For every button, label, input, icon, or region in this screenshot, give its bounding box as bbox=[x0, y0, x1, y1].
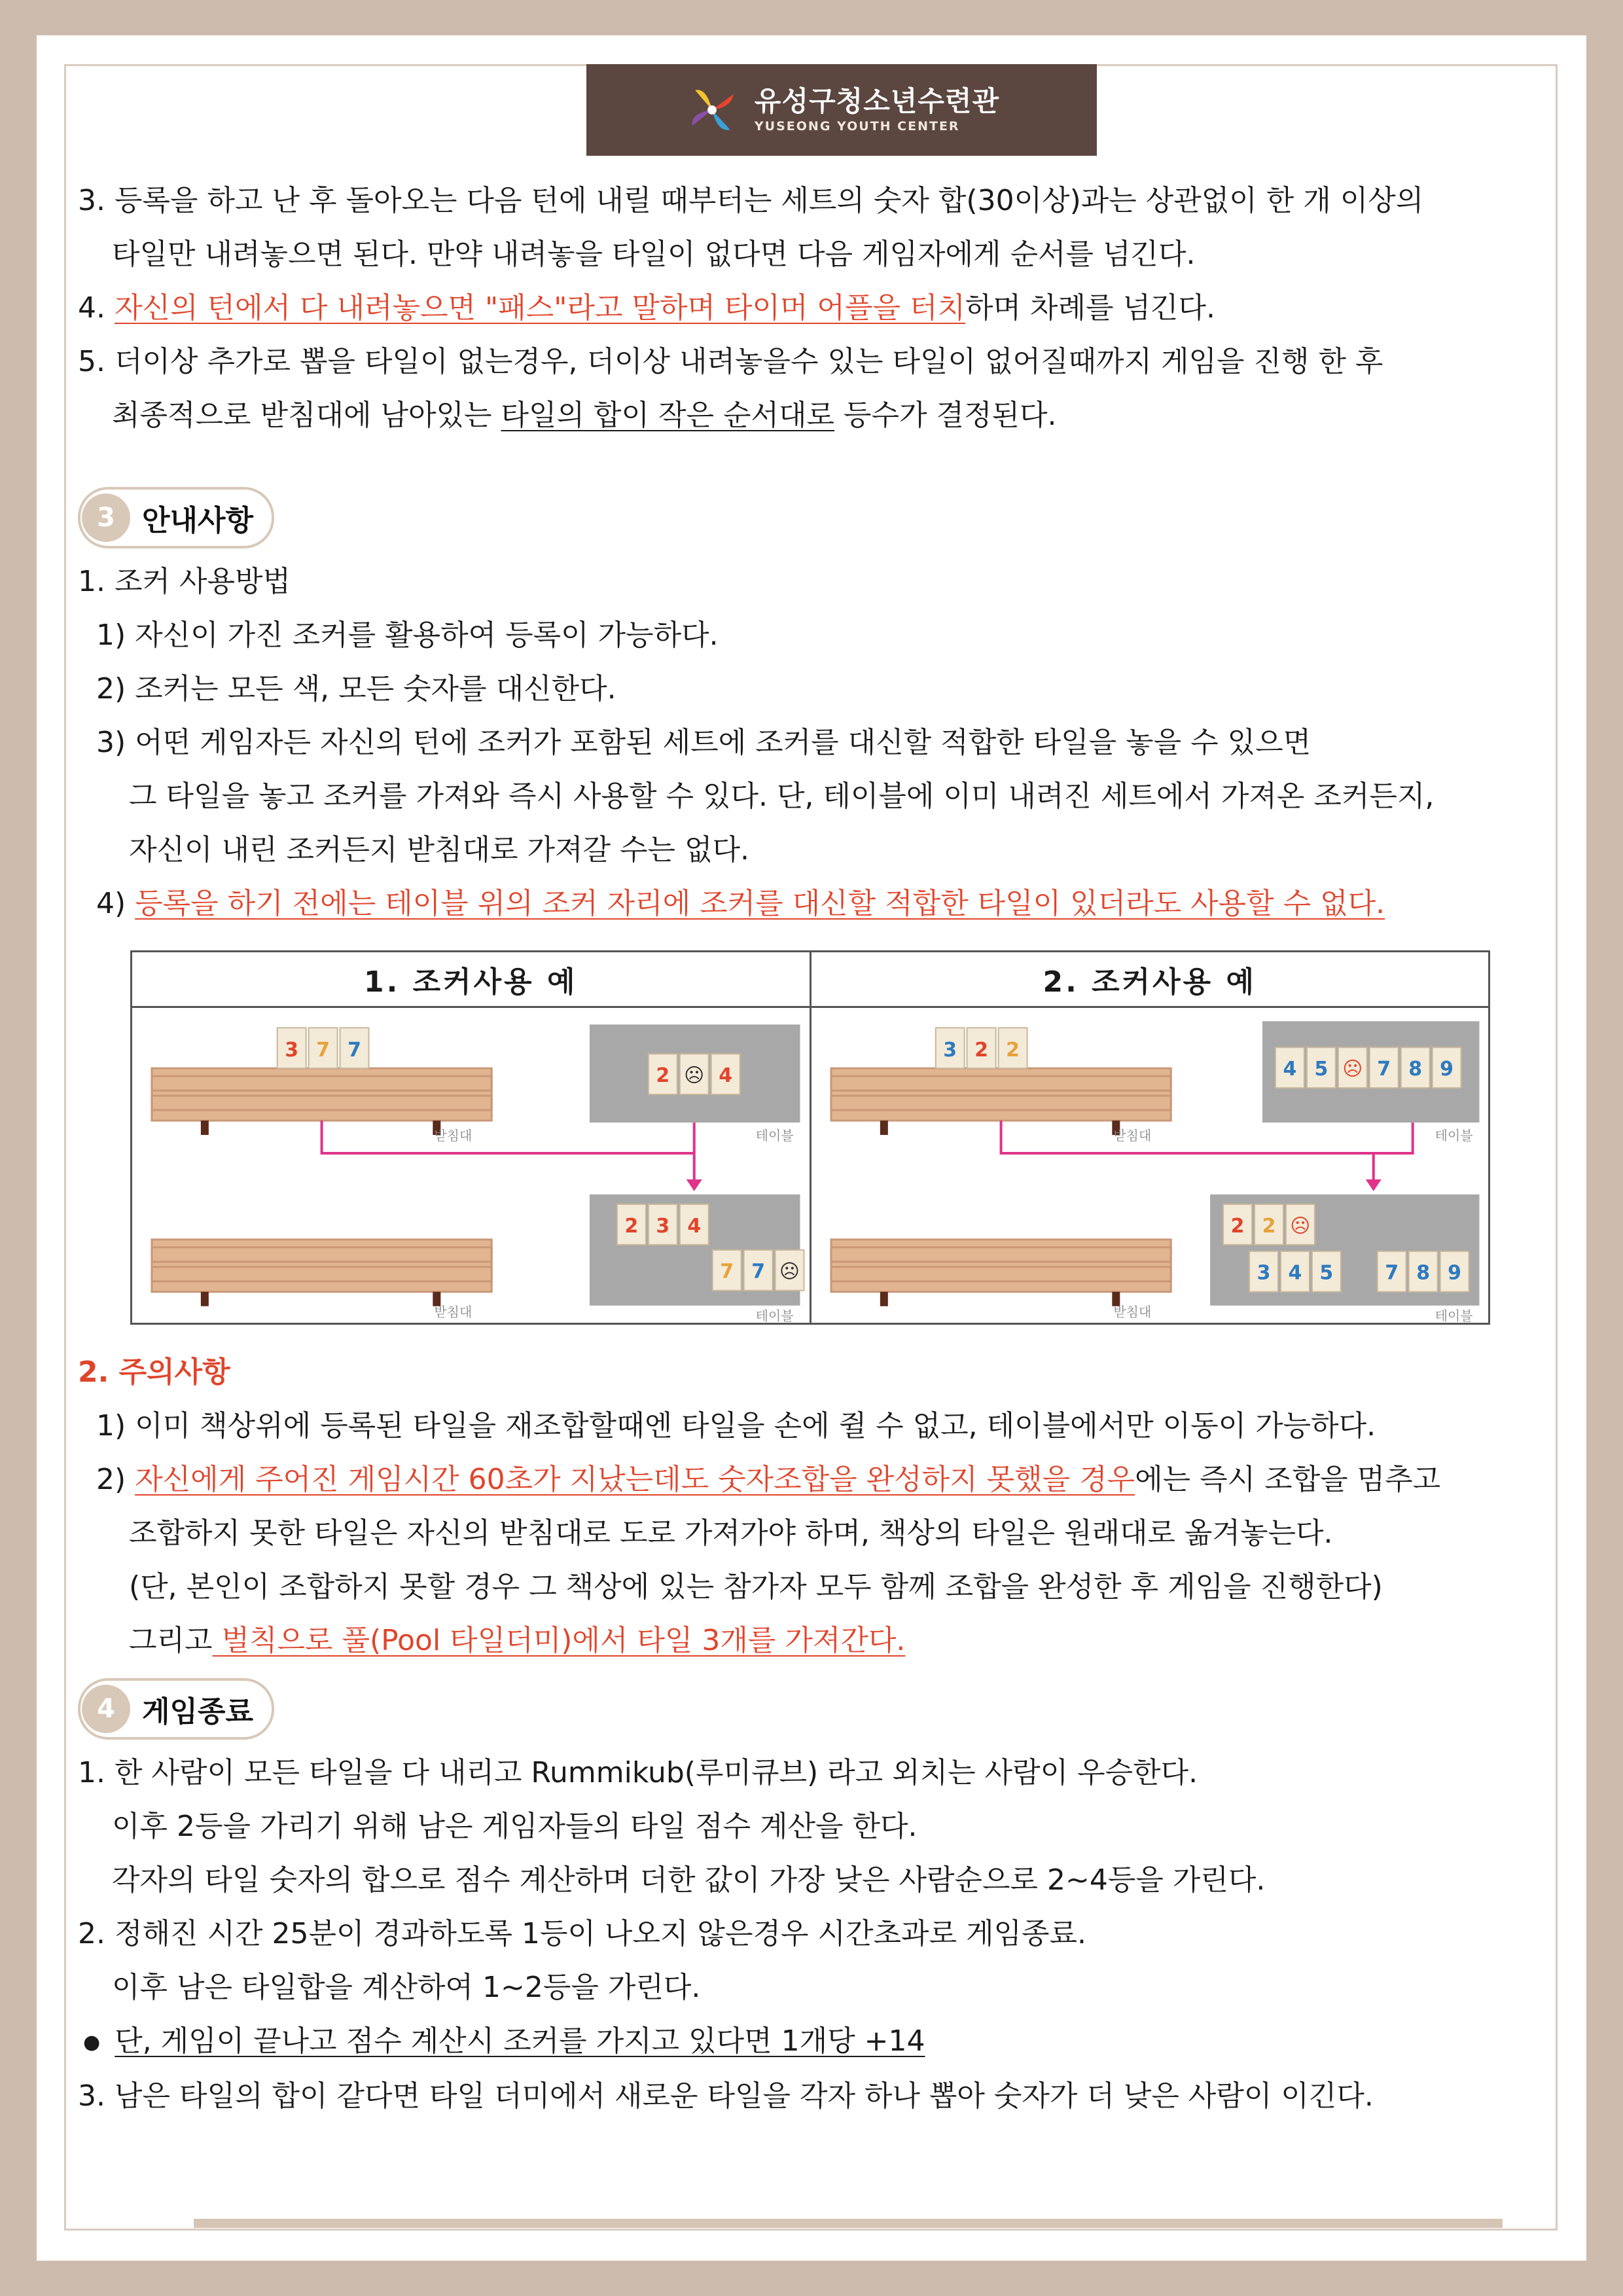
panel-1-illustration bbox=[132, 1008, 810, 1325]
caution-penalty-highlight: 벌칙으로 풀(Pool 타일더미)에서 타일 3개를 가져간다. bbox=[212, 1624, 906, 1657]
rule-5-post: 등수가 결정된다. bbox=[834, 399, 1057, 432]
rack-top-tiles bbox=[277, 1028, 369, 1068]
rule-5-line-1: 5. 더이상 추가로 뽑을 타일이 없는경우, 더이상 내려놓을수 있는 타일이 없어질때까지 게임을 진행 한 후 bbox=[78, 345, 1383, 378]
tile-text: 2 bbox=[1230, 1214, 1244, 1238]
section-3-label: 안내사항 bbox=[142, 504, 254, 537]
rack-label: 받침대 bbox=[434, 1304, 473, 1320]
end-item-2-line-2: 이후 남은 타일합을 계산하여 1~2등을 가린다. bbox=[112, 1971, 701, 2004]
caution-penalty-pre: 그리고 bbox=[129, 1624, 213, 1657]
header-title: 유성구청소년수련관 bbox=[754, 84, 1000, 117]
panel-2-illustration bbox=[812, 1008, 1489, 1325]
rule-4-highlight: 자신의 턴에서 다 내려놓으면 "패스"라고 말하며 타이머 어플을 터치 bbox=[114, 291, 965, 325]
joker-item-3-line-1: 3) 어떤 게임자든 자신의 턴에 조커가 포함된 세트에 조커를 대신할 적합한 타일을 놓을 수 있으면 bbox=[96, 726, 1311, 759]
tile-text: 7 bbox=[348, 1039, 361, 1062]
panel-1-title: 1. 조커사용 예 bbox=[132, 952, 810, 1008]
tile-text: 7 bbox=[751, 1260, 766, 1283]
rule-5-pre: 최종적으로 받침대에 남아있는 bbox=[112, 399, 501, 432]
tile-text: 2 bbox=[1005, 1039, 1020, 1062]
center-logo-icon bbox=[684, 82, 740, 138]
caution-item-2-highlight: 자신에게 주어진 게임시간 60초가 지났는데도 숫자조합을 완성하지 못했을 경우 bbox=[135, 1463, 1135, 1496]
tile-text: 5 bbox=[1313, 1058, 1328, 1081]
tile-text: 9 bbox=[1447, 1261, 1461, 1285]
section-3-number: 3 bbox=[82, 493, 130, 542]
end-item-1-line-2: 이후 2등을 가리기 위해 남은 게임자들의 타일 점수 계산을 한다. bbox=[112, 1810, 918, 1843]
caution-title: 2. 주의사항 bbox=[78, 1355, 230, 1389]
rule-3-line-2: 타일만 내려놓으면 된다. 만약 내려놓을 타일이 없다면 다음 게임자에게 순서를 넘긴다. bbox=[112, 238, 1196, 271]
rack-bottom bbox=[152, 1240, 491, 1306]
bottom-divider bbox=[194, 2219, 1503, 2228]
rack-label: 받침대 bbox=[1113, 1304, 1151, 1320]
table-label: 테이블 bbox=[1435, 1308, 1473, 1324]
end-item-1-line-3: 각자의 타일 숫자의 합으로 점수 계산하며 더한 값이 가장 낮은 사람순으로 2~4등을 가린다. bbox=[112, 1863, 1266, 1897]
tile-text: 3 bbox=[656, 1214, 670, 1238]
table-top-tiles bbox=[649, 1054, 740, 1094]
caution-item-2-line-3: (단, 본인이 조합하지 못할 경우 그 책상에 있는 참가자 모두 함께 조합을 완성한 후 게임을 진행한다) bbox=[129, 1570, 1383, 1604]
tile-text: 2 bbox=[1262, 1214, 1275, 1238]
tile-text: 7 bbox=[1384, 1261, 1399, 1285]
table-label: 테이블 bbox=[755, 1308, 794, 1324]
tile-text: 4 bbox=[1288, 1261, 1302, 1285]
tile-text: 3 bbox=[285, 1039, 299, 1062]
joker-example-figure bbox=[130, 950, 1490, 1325]
tile-text: 4 bbox=[1283, 1058, 1296, 1081]
header-subtitle: YUSEONG YOUTH CENTER bbox=[754, 118, 960, 134]
end-item-1-line-1: 1. 한 사람이 모든 타일을 다 내리고 Rummikub(루미큐브) 라고 외치는 사람이 우승한다. bbox=[78, 1756, 1198, 1789]
move-arrow bbox=[322, 1121, 694, 1185]
rack-label: 받침대 bbox=[1113, 1128, 1151, 1144]
tile-text: 8 bbox=[1408, 1058, 1422, 1081]
section-3-heading bbox=[78, 487, 274, 548]
joker-item-4 bbox=[78, 877, 1550, 931]
arrow-head-icon bbox=[1365, 1179, 1381, 1191]
rack-label: 받침대 bbox=[434, 1128, 473, 1144]
table-label: 테이블 bbox=[1435, 1128, 1473, 1144]
arrow-head-icon bbox=[687, 1179, 702, 1191]
caution-item-1: 1) 이미 책상위에 등록된 타일을 재조합할때엔 타일을 손에 쥘 수 없고, 테이블에서만 이동이 가능하다. bbox=[96, 1409, 1376, 1443]
tile-text: 2 bbox=[656, 1064, 670, 1088]
joker-item-4-prefix: 4) bbox=[96, 887, 135, 920]
joker-item-3-line-3: 자신이 내린 조커든지 받침대로 가져갈 수는 없다. bbox=[129, 833, 749, 867]
end-item-2-line-1: 2. 정해진 시간 25분이 경과하도록 1등이 나오지 않은경우 시간초과로 게임종료. bbox=[78, 1917, 1086, 1950]
joker-usage-title: 1. 조커 사용방법 bbox=[78, 565, 291, 598]
tile-text: 7 bbox=[1376, 1058, 1391, 1081]
joker-tile-icon: ☹ bbox=[1289, 1214, 1311, 1238]
rule-4-rest: 하며 차례를 넘긴다. bbox=[965, 291, 1215, 325]
caution-item-2-line-4 bbox=[78, 1614, 1550, 1668]
joker-tile-icon: ☹ bbox=[779, 1260, 800, 1283]
tile-text: 7 bbox=[316, 1039, 330, 1062]
section-4-label: 게임종료 bbox=[142, 1695, 254, 1729]
bullet-icon: ● bbox=[83, 2031, 101, 2054]
tile-text: 9 bbox=[1439, 1058, 1454, 1081]
joker-item-4-highlight: 등록을 하기 전에는 테이블 위의 조커 자리에 조커를 대신할 적합한 타일이 있더라도 사용할 수 없다. bbox=[135, 887, 1385, 920]
rack-bottom bbox=[830, 1240, 1170, 1306]
document-page bbox=[37, 35, 1586, 2261]
rule-4 bbox=[78, 281, 1550, 335]
rule-5-underline: 타일의 합이 작은 순서대로 bbox=[501, 399, 835, 432]
joker-item-3-line-2: 그 타일을 놓고 조커를 가져와 즉시 사용할 수 있다. 단, 테이블에 이미 내려진 세트에서 가져온 조커든지, bbox=[129, 780, 1435, 813]
rule-3-line-1: 3. 등록을 하고 난 후 돌아오는 다음 턴에 내릴 때부터는 세트의 숫자 합(30이상)과는 상관없이 한 개 이상의 bbox=[78, 184, 1424, 217]
tile-text: 5 bbox=[1319, 1261, 1333, 1285]
tile-text: 3 bbox=[942, 1039, 957, 1062]
section-4-number: 4 bbox=[82, 1685, 130, 1733]
joker-penalty-bullet bbox=[78, 2015, 1550, 2070]
tile-text: 7 bbox=[720, 1260, 734, 1283]
header-banner bbox=[586, 64, 1097, 156]
rack-top-tiles bbox=[935, 1028, 1027, 1068]
tile-text: 4 bbox=[687, 1214, 702, 1238]
tile-text: 8 bbox=[1416, 1261, 1430, 1285]
tile-text: 2 bbox=[624, 1214, 639, 1238]
move-arrow bbox=[1001, 1121, 1412, 1185]
table-label: 테이블 bbox=[755, 1128, 794, 1144]
section-4-heading bbox=[78, 1678, 274, 1740]
tile-text: 2 bbox=[974, 1039, 988, 1062]
rule-5-line-2 bbox=[78, 389, 1550, 442]
tile-text: 4 bbox=[719, 1064, 733, 1088]
end-item-3: 3. 남은 타일의 합이 같다면 타일 더미에서 새로운 타일을 각자 하나 뽑아 숫자가 더 낮은 사람이 이긴다. bbox=[78, 2079, 1374, 2113]
document-body bbox=[78, 174, 1550, 2123]
caution-item-2-prefix: 2) bbox=[96, 1463, 135, 1496]
joker-example-panel-1 bbox=[132, 952, 810, 1323]
caution-item-2-line-1 bbox=[78, 1453, 1550, 1507]
joker-penalty-text: 단, 게임이 끝나고 점수 계산시 조커를 가지고 있다면 1개당 +14 bbox=[115, 2024, 925, 2058]
joker-tile-icon: ☹ bbox=[1342, 1058, 1363, 1081]
joker-example-panel-2 bbox=[810, 952, 1489, 1323]
tile-text: 3 bbox=[1257, 1261, 1270, 1285]
caution-item-2-line-2: 조합하지 못한 타일은 자신의 받침대로 도로 가져가야 하며, 책상의 타일은 원래대로 옮겨놓는다. bbox=[129, 1516, 1333, 1550]
joker-item-2: 2) 조커는 모든 색, 모든 숫자를 대신한다. bbox=[96, 672, 616, 706]
rule-4-prefix: 4. bbox=[78, 291, 115, 325]
panel-2-title: 2. 조커사용 예 bbox=[812, 952, 1489, 1008]
joker-tile-icon: ☹ bbox=[684, 1064, 705, 1088]
joker-item-1: 1) 자신이 가진 조커를 활용하여 등록이 가능하다. bbox=[96, 619, 719, 652]
page-frame bbox=[64, 64, 1558, 2231]
caution-item-2-rest: 에는 즉시 조합을 멈추고 bbox=[1135, 1463, 1441, 1496]
